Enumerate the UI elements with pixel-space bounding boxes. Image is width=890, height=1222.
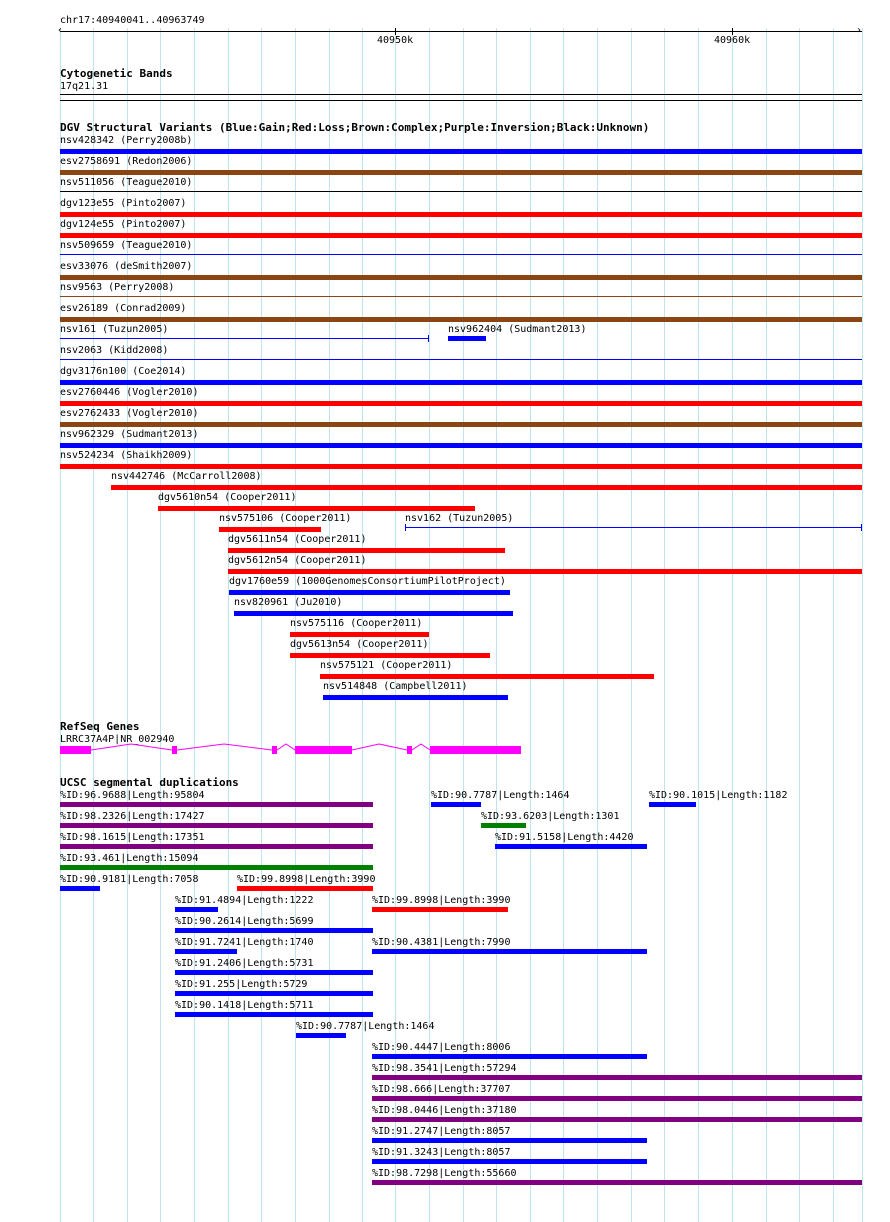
dgv-feature-endcap bbox=[861, 524, 862, 531]
segdup-feature-label[interactable]: %ID:91.5158|Length:4420 bbox=[495, 832, 634, 843]
segdup-feature-label[interactable]: %ID:90.9181|Length:7058 bbox=[60, 874, 199, 885]
segdup-feature-label[interactable]: %ID:90.4381|Length:7990 bbox=[372, 937, 511, 948]
dgv-feature-label[interactable]: nsv428342 (Perry2008b) bbox=[60, 135, 193, 146]
dgv-feature-bar[interactable] bbox=[234, 611, 513, 616]
dgv-feature-bar[interactable] bbox=[290, 653, 490, 658]
segdup-feature-label[interactable]: %ID:90.4447|Length:8006 bbox=[372, 1042, 511, 1053]
segdup-feature-label[interactable]: %ID:98.7298|Length:55660 bbox=[372, 1168, 517, 1179]
ruler-line bbox=[60, 31, 862, 32]
dgv-feature-label[interactable]: nsv511056 (Teague2010) bbox=[60, 177, 193, 188]
segdup-feature-bar[interactable] bbox=[372, 1096, 862, 1101]
gene-exon bbox=[60, 746, 91, 754]
segdup-feature-label[interactable]: %ID:91.3243|Length:8057 bbox=[372, 1147, 511, 1158]
segdup-feature-bar[interactable] bbox=[649, 802, 696, 807]
segdup-feature-bar[interactable] bbox=[495, 844, 647, 849]
dgv-feature-bar[interactable] bbox=[60, 401, 862, 406]
ruler-tick-label: 40960k bbox=[714, 35, 751, 46]
dgv-feature-bar[interactable] bbox=[219, 527, 321, 532]
dgv-feature-label[interactable]: nsv161 (Tuzun2005) bbox=[60, 324, 169, 335]
segdup-feature-label[interactable]: %ID:93.461|Length:15094 bbox=[60, 853, 199, 864]
grid-line bbox=[833, 28, 834, 1222]
dgv-feature-label[interactable]: nsv509659 (Teague2010) bbox=[60, 240, 193, 251]
dgv-feature-bar[interactable] bbox=[60, 359, 862, 360]
segdup-feature-label[interactable]: %ID:98.1615|Length:17351 bbox=[60, 832, 205, 843]
dgv-feature-bar[interactable] bbox=[228, 569, 862, 574]
grid-line bbox=[228, 28, 229, 1222]
segdup-feature-bar[interactable] bbox=[60, 865, 373, 870]
grid-line bbox=[698, 28, 699, 1222]
grid-line bbox=[862, 28, 863, 1222]
grid-line bbox=[530, 28, 531, 1222]
segdup-feature-label[interactable]: %ID:98.3541|Length:57294 bbox=[372, 1063, 517, 1074]
dgv-feature-label[interactable]: nsv524234 (Shaikh2009) bbox=[60, 450, 193, 461]
cyto-band-label: 17q21.31 bbox=[60, 81, 109, 92]
segdup-feature-bar[interactable] bbox=[175, 970, 373, 975]
dgv-feature-label[interactable]: dgv5610n54 (Cooper2011) bbox=[158, 492, 297, 503]
segdup-feature-bar[interactable] bbox=[237, 886, 373, 891]
ruler-right-arrow-icon: › bbox=[856, 25, 863, 36]
segdup-track-title[interactable]: UCSC segmental duplications bbox=[60, 776, 239, 789]
segdup-feature-label[interactable]: %ID:91.2406|Length:5731 bbox=[175, 958, 314, 969]
dgv-feature-bar[interactable] bbox=[60, 422, 862, 427]
dgv-feature-bar[interactable] bbox=[111, 485, 862, 490]
dgv-feature-label[interactable]: nsv575121 (Cooper2011) bbox=[320, 660, 453, 671]
grid-line bbox=[664, 28, 665, 1222]
dgv-feature-bar[interactable] bbox=[60, 317, 862, 322]
dgv-feature-label[interactable]: dgv1760e59 (1000GenomesConsortiumPilotProject) bbox=[229, 576, 506, 587]
dgv-feature-bar[interactable] bbox=[320, 674, 654, 679]
dgv-feature-bar[interactable] bbox=[60, 380, 862, 385]
grid-line bbox=[563, 28, 564, 1222]
grid-line bbox=[631, 28, 632, 1222]
dgv-feature-bar[interactable] bbox=[60, 254, 862, 255]
segdup-feature-label[interactable]: %ID:90.7787|Length:1464 bbox=[296, 1021, 435, 1032]
gene-intron bbox=[91, 744, 430, 750]
ruler-left-arrow-icon: ‹ bbox=[57, 25, 64, 36]
dgv-feature-bar[interactable] bbox=[229, 590, 510, 595]
segdup-feature-label[interactable]: %ID:91.255|Length:5729 bbox=[175, 979, 308, 990]
segdup-feature-label[interactable]: %ID:90.1418|Length:5711 bbox=[175, 1000, 314, 1011]
segdup-feature-label[interactable]: %ID:91.2747|Length:8057 bbox=[372, 1126, 511, 1137]
dgv-feature-label[interactable]: nsv962404 (Sudmant2013) bbox=[448, 324, 587, 335]
dgv-feature-label[interactable]: nsv575106 (Cooper2011) bbox=[219, 513, 352, 524]
dgv-feature-label[interactable]: dgv5612n54 (Cooper2011) bbox=[228, 555, 367, 566]
segdup-feature-bar[interactable] bbox=[296, 1033, 346, 1038]
segdup-feature-label[interactable]: %ID:91.7241|Length:1740 bbox=[175, 937, 314, 948]
dgv-feature-bar[interactable] bbox=[60, 296, 862, 297]
segdup-feature-bar[interactable] bbox=[372, 1075, 862, 1080]
dgv-feature-bar[interactable] bbox=[60, 275, 862, 280]
dgv-feature-label[interactable]: dgv3176n100 (Coe2014) bbox=[60, 366, 187, 377]
dgv-feature-bar[interactable] bbox=[60, 191, 862, 192]
dgv-feature-label[interactable]: dgv5611n54 (Cooper2011) bbox=[228, 534, 367, 545]
dgv-feature-bar[interactable] bbox=[290, 632, 429, 637]
dgv-feature-label[interactable]: esv33076 (deSmith2007) bbox=[60, 261, 193, 272]
dgv-feature-endcap bbox=[428, 335, 429, 342]
dgv-feature-bar[interactable] bbox=[60, 149, 862, 154]
dgv-feature-label[interactable]: nsv162 (Tuzun2005) bbox=[405, 513, 514, 524]
segdup-feature-bar[interactable] bbox=[60, 823, 373, 828]
dgv-feature-label[interactable]: esv2758691 (Redon2006) bbox=[60, 156, 193, 167]
grid-line bbox=[799, 28, 800, 1222]
dgv-feature-bar[interactable] bbox=[60, 233, 862, 238]
segdup-feature-bar[interactable] bbox=[175, 1012, 373, 1017]
segdup-feature-bar[interactable] bbox=[175, 907, 218, 912]
segdup-feature-bar[interactable] bbox=[60, 844, 373, 849]
cyto-track-title[interactable]: Cytogenetic Bands bbox=[60, 67, 173, 80]
segdup-feature-bar[interactable] bbox=[431, 802, 481, 807]
grid-line bbox=[732, 28, 733, 1222]
landmark-label: chr17:40940041..40963749 bbox=[60, 15, 205, 26]
dgv-feature-label[interactable]: dgv5613n54 (Cooper2011) bbox=[290, 639, 429, 650]
dgv-feature-label[interactable]: dgv123e55 (Pinto2007) bbox=[60, 198, 187, 209]
dgv-feature-bar[interactable] bbox=[323, 695, 508, 700]
ruler-tick-label: 40950k bbox=[377, 35, 414, 46]
segdup-feature-label[interactable]: %ID:91.4894|Length:1222 bbox=[175, 895, 314, 906]
segdup-feature-bar[interactable] bbox=[481, 823, 526, 828]
dgv-feature-startcap bbox=[405, 524, 406, 531]
segdup-feature-label[interactable]: %ID:98.666|Length:37707 bbox=[372, 1084, 511, 1095]
segdup-feature-bar[interactable] bbox=[372, 907, 508, 912]
segdup-feature-bar[interactable] bbox=[372, 1159, 647, 1164]
refseq-track-title[interactable]: RefSeq Genes bbox=[60, 720, 140, 733]
dgv-feature-label[interactable]: esv26189 (Conrad2009) bbox=[60, 303, 187, 314]
refseq-gene-model[interactable] bbox=[0, 740, 890, 760]
dgv-feature-label[interactable]: nsv962329 (Sudmant2013) bbox=[60, 429, 199, 440]
ruler-tick bbox=[732, 28, 733, 35]
grid-line bbox=[597, 28, 598, 1222]
segdup-feature-label[interactable]: %ID:98.0446|Length:37180 bbox=[372, 1105, 517, 1116]
dgv-feature-label[interactable]: nsv9563 (Perry2008) bbox=[60, 282, 175, 293]
segdup-feature-bar[interactable] bbox=[372, 1138, 647, 1143]
segdup-feature-bar[interactable] bbox=[372, 949, 647, 954]
cyto-band-bottom-line bbox=[60, 100, 862, 101]
dgv-feature-bar[interactable] bbox=[60, 443, 862, 448]
dgv-feature-label[interactable]: esv2760446 (Vogler2010) bbox=[60, 387, 199, 398]
dgv-feature-label[interactable]: nsv575116 (Cooper2011) bbox=[290, 618, 423, 629]
segdup-feature-bar[interactable] bbox=[372, 1054, 647, 1059]
ruler-tick bbox=[395, 28, 396, 35]
segdup-feature-bar[interactable] bbox=[175, 949, 237, 954]
dgv-feature-bar[interactable] bbox=[60, 338, 429, 339]
dgv-feature-bar[interactable] bbox=[405, 527, 862, 528]
dgv-feature-bar[interactable] bbox=[60, 212, 862, 217]
dgv-feature-bar[interactable] bbox=[448, 336, 486, 341]
dgv-track-title[interactable]: DGV Structural Variants (Blue:Gain;Red:Loss;Brown:Complex;Purple:Inversion;Black:Unknown) bbox=[60, 121, 650, 134]
gene-exon bbox=[430, 746, 521, 754]
grid-line bbox=[261, 28, 262, 1222]
segdup-feature-label[interactable]: %ID:99.8998|Length:3990 bbox=[372, 895, 511, 906]
dgv-feature-label[interactable]: dgv124e55 (Pinto2007) bbox=[60, 219, 187, 230]
dgv-feature-label[interactable]: nsv442746 (McCarroll2008) bbox=[111, 471, 262, 482]
segdup-feature-bar[interactable] bbox=[60, 802, 373, 807]
refseq-gene-label[interactable]: LRRC37A4P|NR_002940 bbox=[60, 734, 175, 745]
cyto-band-top-line bbox=[60, 94, 862, 95]
segdup-feature-label[interactable]: %ID:98.2326|Length:17427 bbox=[60, 811, 205, 822]
grid-line bbox=[766, 28, 767, 1222]
dgv-feature-bar[interactable] bbox=[228, 548, 505, 553]
dgv-feature-label[interactable]: esv2762433 (Vogler2010) bbox=[60, 408, 199, 419]
segdup-feature-bar[interactable] bbox=[372, 1180, 862, 1185]
segdup-feature-label[interactable]: %ID:93.6203|Length:1301 bbox=[481, 811, 620, 822]
segdup-feature-bar[interactable] bbox=[372, 1117, 862, 1122]
segdup-feature-label[interactable]: %ID:90.1015|Length:1182 bbox=[649, 790, 788, 801]
segdup-feature-label[interactable]: %ID:90.2614|Length:5699 bbox=[175, 916, 314, 927]
segdup-feature-bar[interactable] bbox=[60, 886, 100, 891]
segdup-feature-bar[interactable] bbox=[175, 991, 373, 996]
grid-line bbox=[194, 28, 195, 1222]
dgv-feature-label[interactable]: nsv820961 (Ju2010) bbox=[234, 597, 343, 608]
segdup-feature-label[interactable]: %ID:90.7787|Length:1464 bbox=[431, 790, 570, 801]
segdup-feature-label[interactable]: %ID:96.9688|Length:95804 bbox=[60, 790, 205, 801]
segdup-feature-bar[interactable] bbox=[175, 928, 373, 933]
segdup-feature-label[interactable]: %ID:99.8998|Length:3990 bbox=[237, 874, 376, 885]
dgv-feature-bar[interactable] bbox=[60, 464, 862, 469]
dgv-feature-label[interactable]: nsv2063 (Kidd2008) bbox=[60, 345, 169, 356]
dgv-feature-bar[interactable] bbox=[158, 506, 475, 511]
dgv-feature-label[interactable]: nsv514848 (Campbell2011) bbox=[323, 681, 468, 692]
dgv-feature-bar[interactable] bbox=[60, 170, 862, 175]
